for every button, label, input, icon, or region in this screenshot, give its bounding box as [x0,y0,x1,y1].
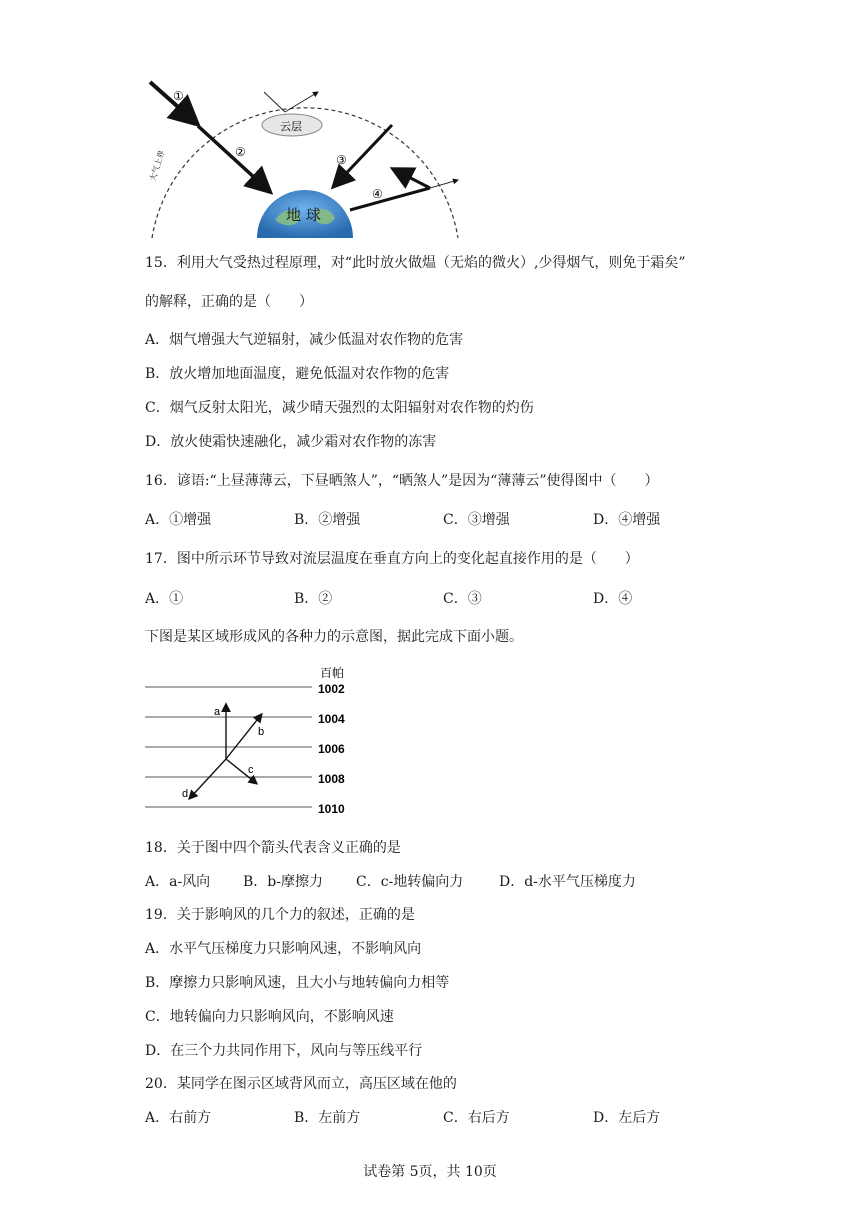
earth-label: 地 球 [286,206,321,224]
q17-option-d: D．④ [593,591,633,607]
q19-option-b: B．摩擦力只影响风速，且大小与地转偏向力相等 [145,975,450,991]
q18-option-a: A．a-风向 [145,874,211,890]
upper-boundary-label: 大气上界 [148,149,167,183]
isobar-label-1002: 1002 [318,682,345,696]
q18-option-b: B．b-摩擦力 [243,874,323,890]
q15-stem-line2: 的解释，正确的是（ ） [145,294,313,310]
arrow-label-b: b [258,726,265,738]
q20-option-a: A．右前方 [145,1110,212,1126]
q17-option-a: A．① [145,591,184,607]
q15-option-c: C．烟气反射太阳光，减少晴天强烈的太阳辐射对农作物的灼伤 [145,400,534,416]
arrow-4-ground-radiation [350,188,430,210]
q17-option-c: C．③ [443,591,482,607]
q20-stem: 20．某同学在图示区域背风而立，高压区域在他的 [145,1076,457,1092]
q19-option-c: C．地转偏向力只影响风向，不影响风速 [145,1009,394,1025]
label-circle-3: ③ [336,153,347,167]
wind-forces-figure [140,663,370,823]
q19-option-a: A．水平气压梯度力只影响风速，不影响风向 [145,941,422,957]
arrow-2-solar-to-ground [198,126,268,190]
q16-option-b: B．②增强 [294,512,361,528]
isobar-label-1010: 1010 [318,802,345,816]
q15-stem-line1: 15．利用大气受热过程原理，对“此时放火做煴（无焰的微火）,少得烟气，则免于霜矣” [145,255,686,271]
q15-option-a: A．烟气增强大气逆辐射，减少低温对农作物的危害 [145,332,464,348]
page-footer: 试卷第 5页，共 10页 [363,1164,497,1180]
q20-option-c: C．右后方 [443,1110,510,1126]
q18-stem: 18．关于图中四个箭头代表含义正确的是 [145,840,401,856]
arrow-b [226,715,261,759]
q19-stem: 19．关于影响风的几个力的叙述，正确的是 [145,907,415,923]
q19-option-d: D．在三个力共同作用下，风向与等压线平行 [145,1043,423,1059]
isobar-unit: 百帕 [320,666,345,680]
q17-stem: 17．图中所示环节导致对流层温度在垂直方向上的变化起直接作用的是（ ） [145,551,639,567]
arrow-label-d: d [182,788,189,800]
isobar-label-1004: 1004 [318,712,345,726]
q16-stem: 16．谚语:“上昼薄薄云，下昼晒煞人”，“晒煞人”是因为“薄薄云”使得图中（ ） [145,473,659,489]
q18-option-c: C．c-地转偏向力 [356,874,464,890]
q16-option-a: A．①增强 [145,512,212,528]
atmosphere-heating-figure [140,60,470,240]
q15-option-b: B．放火增加地面温度，避免低温对农作物的危害 [145,366,450,382]
q16-option-d: D．④增强 [593,512,661,528]
label-circle-4: ④ [372,187,383,201]
q16-option-c: C．③增强 [443,512,510,528]
section-intro: 下图是某区域形成风的各种力的示意图，据此完成下面小题。 [145,629,523,645]
q17-option-b: B．② [294,591,333,607]
arrow-label-c: c [248,764,254,776]
label-circle-1: ① [173,89,184,103]
isobar-label-1006: 1006 [318,742,345,756]
label-circle-2: ② [235,145,246,159]
arrow-d [190,759,226,798]
q15-option-d: D．放火使霜快速融化，减少霜对农作物的冻害 [145,434,437,450]
q18-option-d: D．d-水平气压梯度力 [499,874,636,890]
cloud-label: 云层 [280,120,302,133]
q20-option-b: B．左前方 [294,1110,361,1126]
isobar-label-1008: 1008 [318,772,345,786]
arrow-label-a: a [214,706,221,718]
q20-option-d: D．左后方 [593,1110,661,1126]
